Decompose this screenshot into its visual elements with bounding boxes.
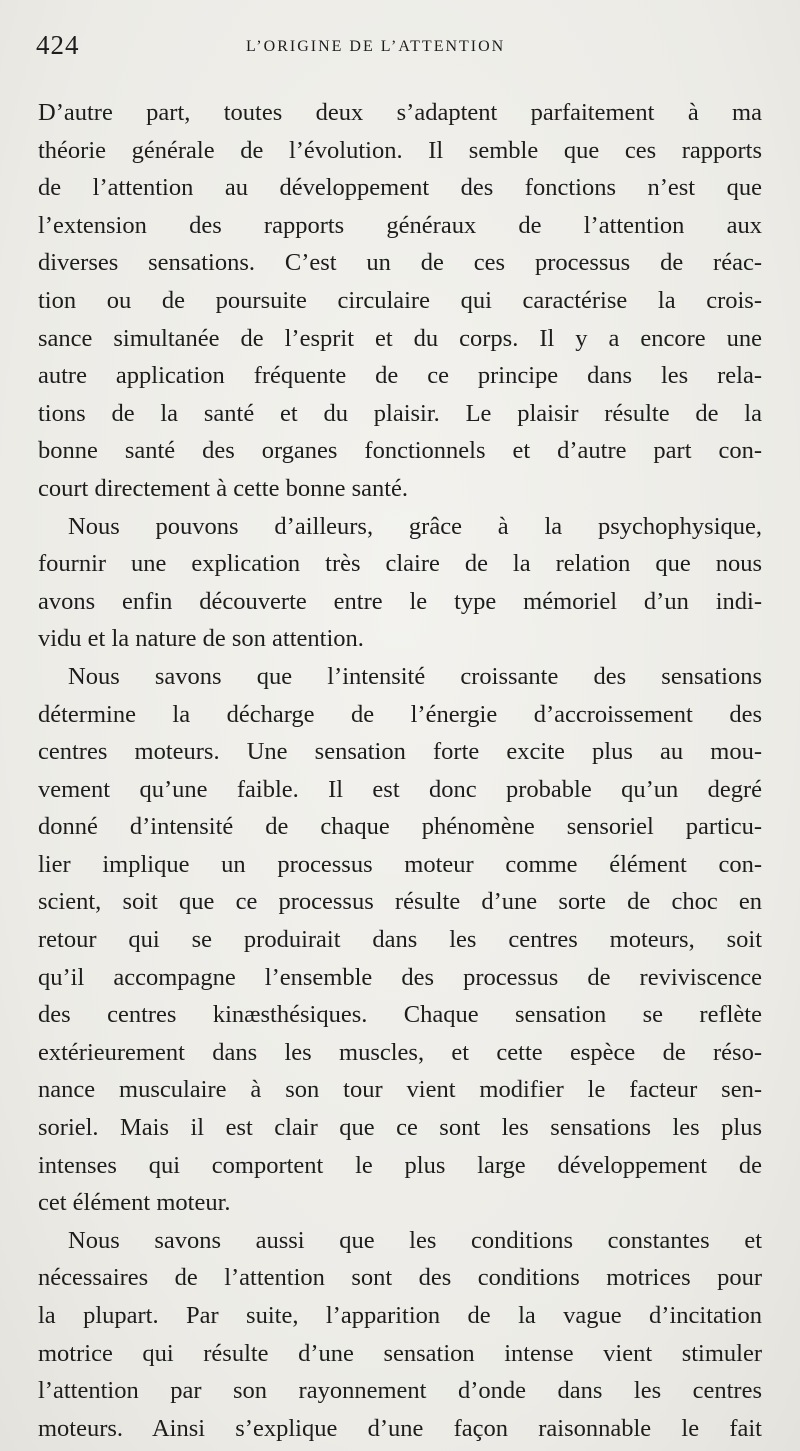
running-title: L’ORIGINE DE L’ATTENTION bbox=[246, 38, 506, 55]
text-line: des centres kinæsthésiques. Chaque sensation se reflète bbox=[38, 1001, 762, 1029]
text-line: extérieurement dans les muscles, et cette espèce de réso- bbox=[38, 1038, 762, 1066]
text-line: sance simultanée de l’esprit et du corps. Il y a encore une bbox=[38, 324, 762, 352]
text-line: soriel. Mais il est clair que ce sont les sensations les plus bbox=[38, 1114, 762, 1142]
text-line: lier implique un processus moteur comme élément con- bbox=[38, 850, 762, 878]
page-number: 424 bbox=[36, 30, 80, 60]
text-line: Nous savons aussi que les conditions constantes et bbox=[68, 1226, 762, 1254]
text-line: l’attention par son rayonnement d’onde dans les centres bbox=[38, 1377, 762, 1405]
text-line: fournir une explication très claire de la relation que nous bbox=[38, 550, 762, 578]
text-line: D’autre part, toutes deux s’adaptent parfaitement à ma bbox=[38, 99, 762, 126]
text-line: scient, soit que ce processus résulte d’une sorte de choc en bbox=[38, 888, 762, 916]
text-line: nance musculaire à son tour vient modifier le facteur sen- bbox=[38, 1076, 762, 1104]
text-line: moteurs. Ainsi s’explique d’une façon raisonnable le fait bbox=[38, 1414, 762, 1442]
paragraph bbox=[38, 658, 762, 1222]
text-line: centres moteurs. Une sensation forte excite plus au mou- bbox=[38, 738, 762, 766]
text-line: avons enfin découverte entre le type mémoriel d’un indi- bbox=[38, 587, 762, 615]
text-line: autre application fréquente de ce principe dans les rela- bbox=[38, 362, 762, 390]
text-line: motrice qui résulte d’une sensation intense vient stimuler bbox=[38, 1339, 762, 1367]
text-line: vement qu’une faible. Il est donc probable qu’un degré bbox=[38, 775, 762, 803]
text-line: court directement à cette bonne santé. bbox=[38, 474, 409, 502]
text-line: l’extension des rapports généraux de l’attention aux bbox=[38, 211, 762, 239]
text-line: de l’attention au développement des fonctions n’est que bbox=[38, 174, 762, 202]
text-line: retour qui se produirait dans les centres moteurs, soit bbox=[38, 926, 762, 954]
page-header bbox=[36, 30, 766, 66]
text-line: intenses qui comportent le plus large développement de bbox=[38, 1151, 762, 1179]
text-line: donné d’intensité de chaque phénomène sensoriel particu- bbox=[38, 813, 762, 841]
text-line: tions de la santé et du plaisir. Le plaisir résulte de la bbox=[38, 399, 762, 427]
text-line: théorie générale de l’évolution. Il semble que ces rapports bbox=[38, 136, 762, 164]
text-line: tion ou de poursuite circulaire qui caractérise la crois- bbox=[38, 286, 762, 314]
text-line: qu’il accompagne l’ensemble des processus de reviviscence bbox=[38, 963, 762, 991]
paragraph bbox=[38, 1222, 762, 1448]
paragraph bbox=[38, 94, 762, 508]
text-line: nécessaires de l’attention sont des conditions motrices pour bbox=[38, 1264, 762, 1292]
text-line: bonne santé des organes fonctionnels et d’autre part con- bbox=[38, 437, 762, 465]
body-text bbox=[38, 94, 762, 1447]
text-line: vidu et la nature de son attention. bbox=[38, 625, 364, 653]
text-line: détermine la décharge de l’énergie d’accroissement des bbox=[38, 700, 762, 728]
text-line: Nous savons que l’intensité croissante des sensations bbox=[68, 662, 762, 690]
text-line: Nous pouvons d’ailleurs, grâce à la psychophysique, bbox=[68, 512, 762, 540]
text-line: cet élément moteur. bbox=[38, 1189, 231, 1217]
text-line: diverses sensations. C’est un de ces processus de réac- bbox=[38, 249, 762, 277]
text-line: la plupart. Par suite, l’apparition de la vague d’incitation bbox=[38, 1302, 762, 1329]
paragraph bbox=[38, 508, 762, 658]
